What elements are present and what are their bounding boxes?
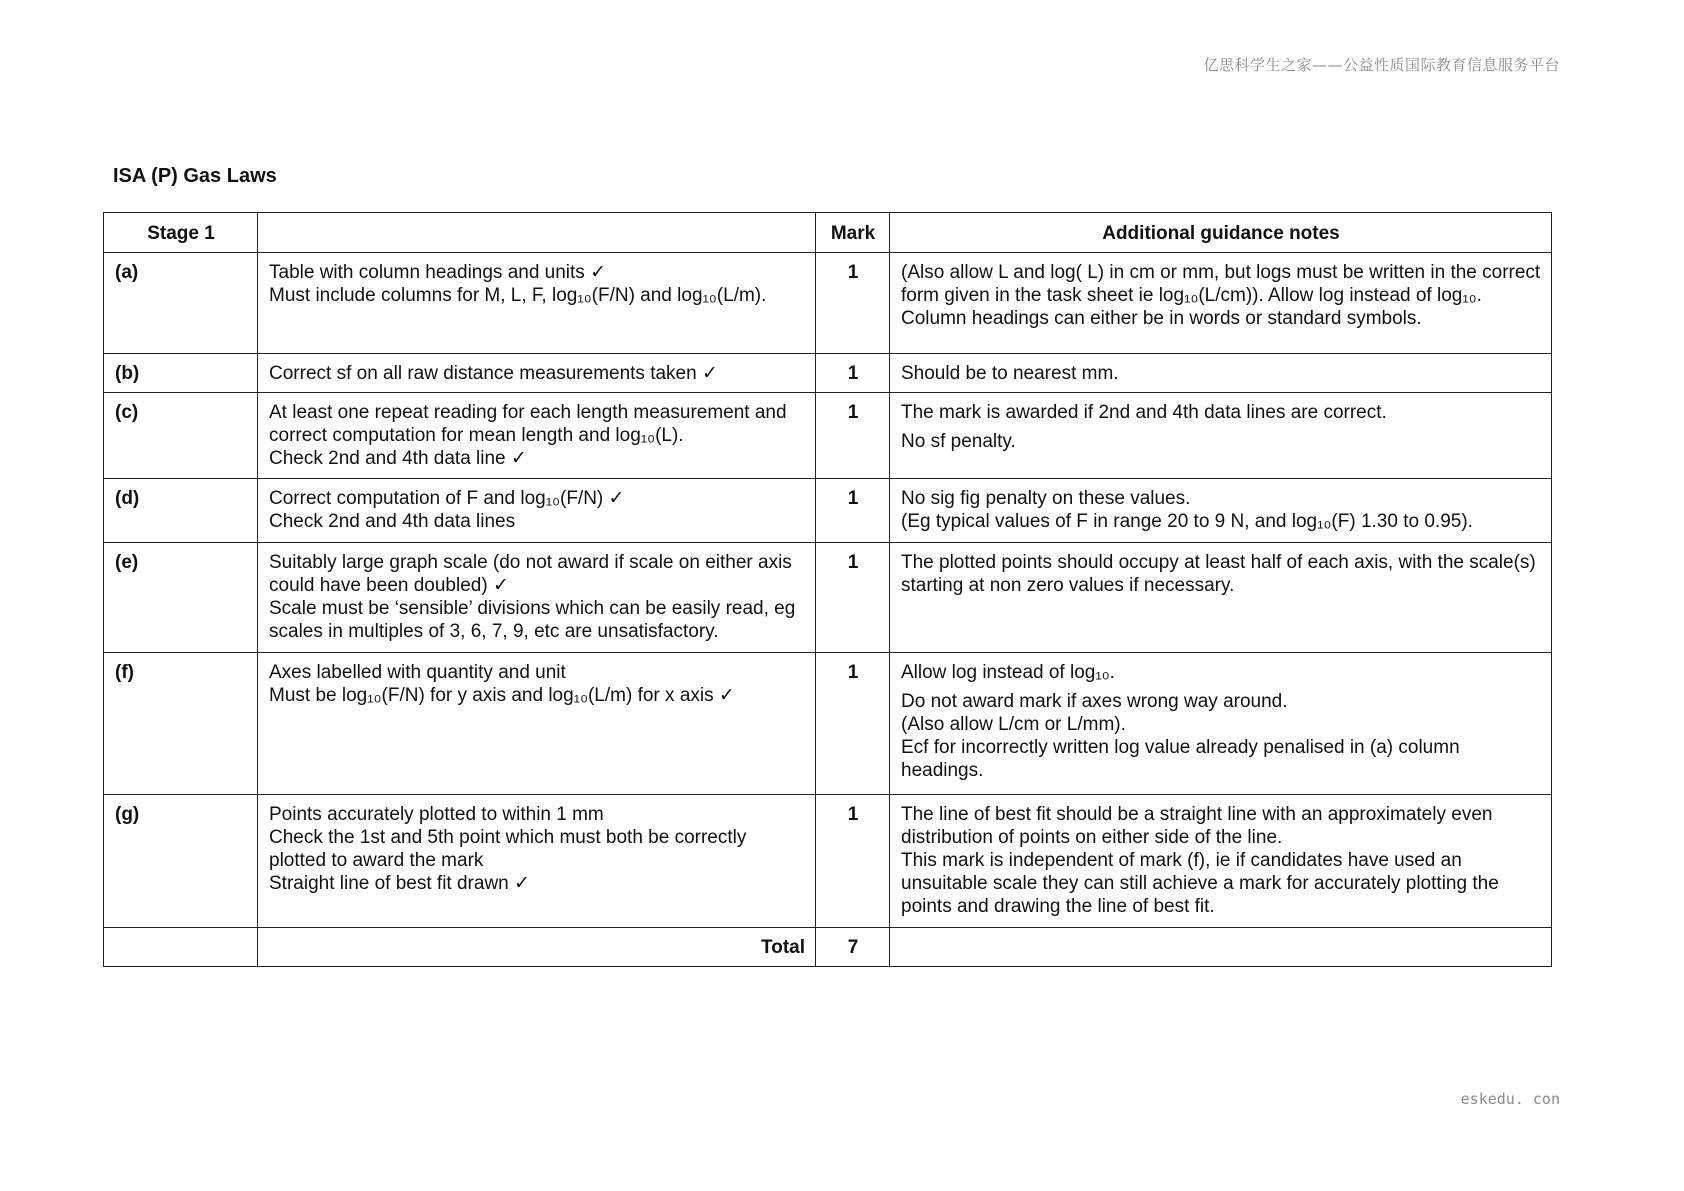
- guidance-cell: [890, 354, 1552, 393]
- mark-value: 1: [816, 653, 890, 795]
- criteria-cell: [258, 479, 816, 543]
- header-stage: Stage 1: [104, 213, 258, 253]
- guidance-line: (Also allow L/cm or L/mm).: [901, 714, 1126, 735]
- document-title: ISA (P) Gas Laws: [113, 165, 277, 187]
- criteria-cell: [258, 253, 816, 354]
- table-row: [104, 354, 1552, 393]
- criteria-cell: [258, 393, 816, 479]
- stage-label: (e): [104, 543, 258, 653]
- criteria-line: Straight line of best fit drawn ✓: [269, 873, 530, 894]
- guidance-cell: [890, 253, 1552, 354]
- total-mark: 7: [816, 928, 890, 967]
- mark-value: 1: [816, 354, 890, 393]
- criteria-line: Points accurately plotted to within 1 mm: [269, 804, 604, 825]
- criteria-line: Table with column headings and units ✓: [269, 262, 607, 283]
- stage-label: (d): [104, 479, 258, 543]
- guidance-line: Do not award mark if axes wrong way around.: [901, 691, 1288, 712]
- table-header-row: [104, 213, 1552, 253]
- guidance-cell: [890, 795, 1552, 928]
- mark-value: 1: [816, 253, 890, 354]
- guidance-line: The plotted points should occupy at least half of each axis, with the scale(s) starting at non zero values if necessary.: [901, 552, 1536, 596]
- table-row: [104, 543, 1552, 653]
- criteria-line: Must include columns for M, L, F, log₁₀(F/N) and log₁₀(L/m).: [269, 285, 767, 306]
- guidance-line: Column headings can either be in words or standard symbols.: [901, 308, 1422, 329]
- guidance-line: (Also allow L and log( L) in cm or mm, but logs must be written in the correct form given in the task sheet ie log₁₀(L/cm)). Allow log instead of log₁₀.: [901, 262, 1541, 306]
- criteria-line: Suitably large graph scale (do not award if scale on either axis could have been doubled) ✓: [269, 552, 792, 596]
- guidance-line: The mark is awarded if 2nd and 4th data lines are correct.: [901, 402, 1387, 423]
- total-empty-stage: [104, 928, 258, 967]
- guidance-line: No sig fig penalty on these values.: [901, 488, 1191, 509]
- table-row: [104, 393, 1552, 479]
- guidance-line: (Eg typical values of F in range 20 to 9 N, and log₁₀(F) 1.30 to 0.95).: [901, 511, 1473, 532]
- stage-label: (a): [104, 253, 258, 354]
- site-footer-note: eskedu. con: [1460, 1090, 1560, 1108]
- criteria-line: Correct computation of F and log₁₀(F/N) ✓: [269, 488, 625, 509]
- criteria-cell: [258, 653, 816, 795]
- criteria-line: Check 2nd and 4th data line ✓: [269, 448, 527, 469]
- table-row: [104, 253, 1552, 354]
- header-guidance: Additional guidance notes: [890, 213, 1552, 253]
- criteria-line: Must be log₁₀(F/N) for y axis and log₁₀(L/m) for x axis ✓: [269, 685, 735, 706]
- stage-label: (g): [104, 795, 258, 928]
- mark-value: 1: [816, 393, 890, 479]
- header-mark: Mark: [816, 213, 890, 253]
- guidance-cell: [890, 393, 1552, 479]
- total-label: Total: [258, 928, 816, 967]
- criteria-cell: [258, 354, 816, 393]
- table-row: [104, 653, 1552, 795]
- criteria-line: Axes labelled with quantity and unit: [269, 662, 566, 683]
- guidance-cell: [890, 543, 1552, 653]
- mark-value: 1: [816, 543, 890, 653]
- criteria-line: Check 2nd and 4th data lines: [269, 511, 516, 532]
- guidance-cell: [890, 653, 1552, 795]
- guidance-cell: [890, 479, 1552, 543]
- criteria-cell: [258, 543, 816, 653]
- stage-label: (f): [104, 653, 258, 795]
- guidance-line: This mark is independent of mark (f), ie if candidates have used an unsuitable scale they can still achieve a mark for accurately plotting the points and drawing the line of best fit.: [901, 850, 1499, 917]
- guidance-line: No sf penalty.: [901, 431, 1016, 452]
- table-row: [104, 795, 1552, 928]
- criteria-line: Check the 1st and 5th point which must both be correctly plotted to award the mark: [269, 827, 747, 871]
- guidance-line: Should be to nearest mm.: [901, 363, 1119, 384]
- total-empty-guidance: [890, 928, 1552, 967]
- table-row: [104, 479, 1552, 543]
- mark-scheme-table: [103, 212, 1552, 967]
- mark-value: 1: [816, 479, 890, 543]
- total-row: [104, 928, 1552, 967]
- site-header-note: 亿思科学生之家——公益性质国际教育信息服务平台: [1203, 56, 1560, 74]
- header-criteria: [258, 213, 816, 253]
- mark-value: 1: [816, 795, 890, 928]
- criteria-cell: [258, 795, 816, 928]
- guidance-line: Allow log instead of log₁₀.: [901, 662, 1115, 683]
- criteria-line: Scale must be ‘sensible’ divisions which can be easily read, eg scales in multiples of 3, 6, 7, 9, etc are unsatisfactory.: [269, 598, 796, 642]
- guidance-line: The line of best fit should be a straight line with an approximately even distribution of points on either side of the line.: [901, 804, 1493, 848]
- criteria-line: At least one repeat reading for each length measurement and correct computation for mean length and log₁₀(L).: [269, 402, 787, 446]
- stage-label: (c): [104, 393, 258, 479]
- stage-label: (b): [104, 354, 258, 393]
- criteria-line: Correct sf on all raw distance measurements taken ✓: [269, 363, 718, 384]
- guidance-line: Ecf for incorrectly written log value already penalised in (a) column headings.: [901, 737, 1460, 781]
